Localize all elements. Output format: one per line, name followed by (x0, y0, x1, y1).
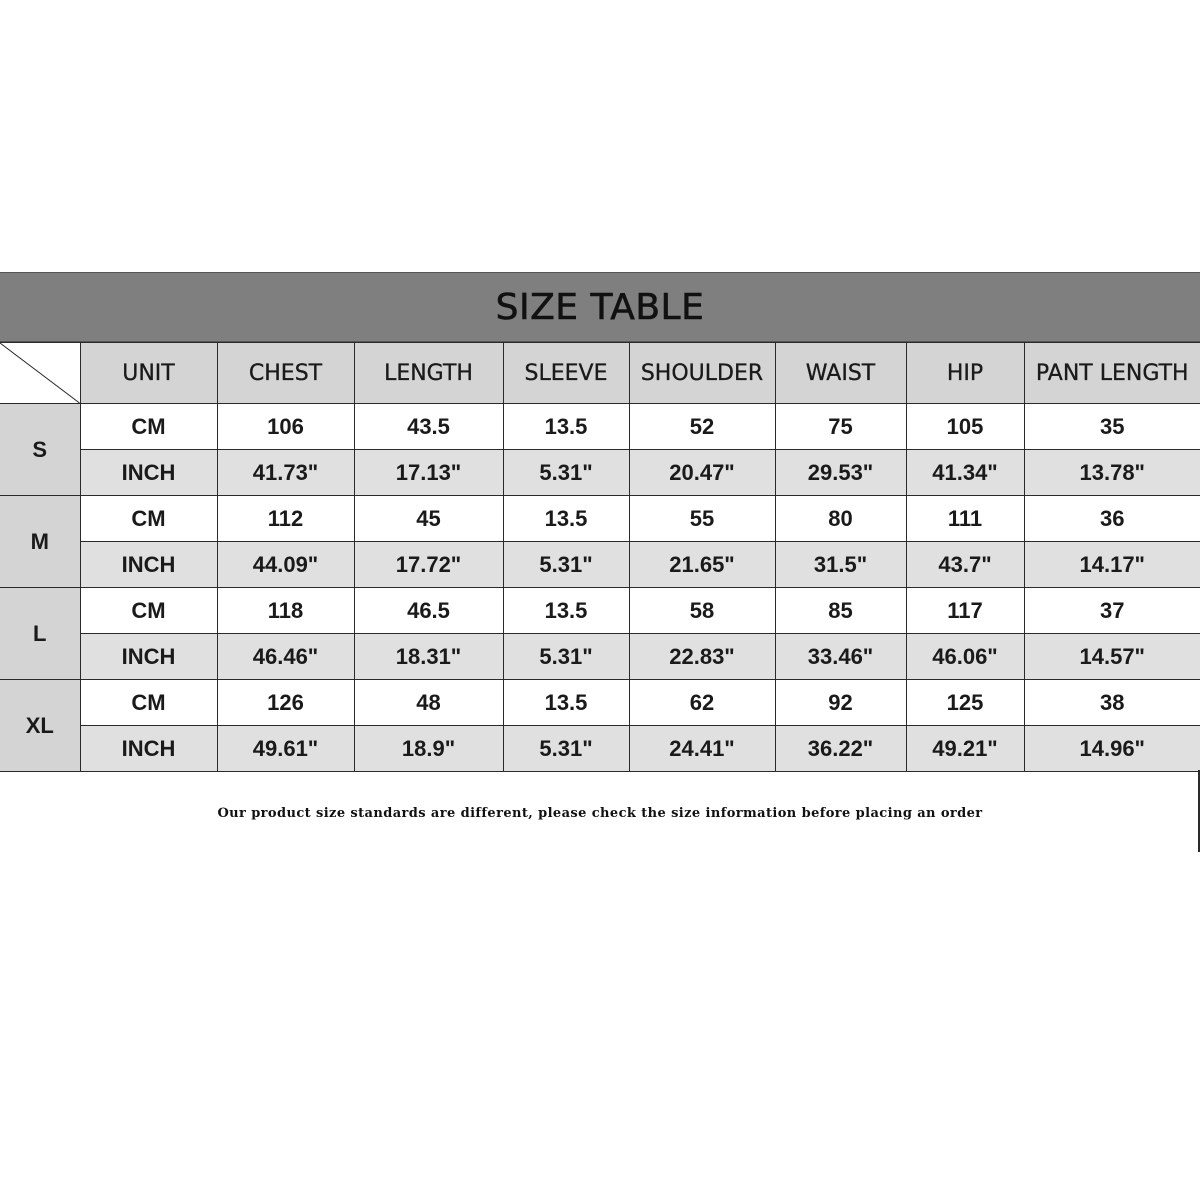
value-cell: 5.31" (503, 726, 629, 772)
value-cell: 21.65" (629, 542, 775, 588)
value-cell: 80 (775, 496, 906, 542)
diagonal-divider-icon (0, 343, 80, 403)
value-cell: 22.83" (629, 634, 775, 680)
size-label: XL (0, 680, 80, 772)
unit-cell: INCH (80, 726, 217, 772)
unit-cell: CM (80, 588, 217, 634)
value-cell: 13.5 (503, 588, 629, 634)
value-cell: 13.5 (503, 680, 629, 726)
value-cell: 55 (629, 496, 775, 542)
value-cell: 14.96" (1024, 726, 1200, 772)
table-row (0, 588, 1200, 634)
value-cell: 41.73" (217, 450, 354, 496)
value-cell: 126 (217, 680, 354, 726)
column-header: HIP (906, 343, 1024, 404)
value-cell: 33.46" (775, 634, 906, 680)
table-row (0, 450, 1200, 496)
column-header: WAIST (775, 343, 906, 404)
column-header: CHEST (217, 343, 354, 404)
value-cell: 24.41" (629, 726, 775, 772)
value-cell: 117 (906, 588, 1024, 634)
size-label: M (0, 496, 80, 588)
value-cell: 58 (629, 588, 775, 634)
size-label: L (0, 588, 80, 680)
value-cell: 13.78" (1024, 450, 1200, 496)
table-row (0, 542, 1200, 588)
value-cell: 43.5 (354, 404, 503, 450)
value-cell: 38 (1024, 680, 1200, 726)
value-cell: 41.34" (906, 450, 1024, 496)
value-cell: 112 (217, 496, 354, 542)
header-row (0, 343, 1200, 404)
value-cell: 5.31" (503, 542, 629, 588)
value-cell: 36.22" (775, 726, 906, 772)
value-cell: 106 (217, 404, 354, 450)
size-label: S (0, 404, 80, 496)
value-cell: 118 (217, 588, 354, 634)
table-row (0, 634, 1200, 680)
column-header: PANT LENGTH (1024, 343, 1200, 404)
value-cell: 62 (629, 680, 775, 726)
value-cell: 43.7" (906, 542, 1024, 588)
value-cell: 20.47" (629, 450, 775, 496)
unit-cell: INCH (80, 542, 217, 588)
value-cell: 92 (775, 680, 906, 726)
value-cell: 13.5 (503, 404, 629, 450)
value-cell: 35 (1024, 404, 1200, 450)
column-header: LENGTH (354, 343, 503, 404)
value-cell: 5.31" (503, 450, 629, 496)
column-header: SHOULDER (629, 343, 775, 404)
value-cell: 14.57" (1024, 634, 1200, 680)
value-cell: 13.5 (503, 496, 629, 542)
unit-cell: CM (80, 496, 217, 542)
value-cell: 48 (354, 680, 503, 726)
value-cell: 29.53" (775, 450, 906, 496)
value-cell: 111 (906, 496, 1024, 542)
value-cell: 31.5" (775, 542, 906, 588)
size-table (0, 342, 1200, 772)
value-cell: 75 (775, 404, 906, 450)
table-row (0, 404, 1200, 450)
value-cell: 37 (1024, 588, 1200, 634)
title-bar (0, 272, 1200, 342)
value-cell: 36 (1024, 496, 1200, 542)
table-row (0, 496, 1200, 542)
value-cell: 14.17" (1024, 542, 1200, 588)
size-note: Our product size standards are different, please check the size information before placing an order (217, 806, 983, 821)
page-title: SIZE TABLE (495, 286, 705, 328)
unit-cell: INCH (80, 450, 217, 496)
value-cell: 125 (906, 680, 1024, 726)
value-cell: 46.46" (217, 634, 354, 680)
value-cell: 18.9" (354, 726, 503, 772)
value-cell: 52 (629, 404, 775, 450)
table-row (0, 680, 1200, 726)
value-cell: 17.13" (354, 450, 503, 496)
unit-cell: CM (80, 680, 217, 726)
value-cell: 49.21" (906, 726, 1024, 772)
column-header: UNIT (80, 343, 217, 404)
value-cell: 49.61" (217, 726, 354, 772)
value-cell: 44.09" (217, 542, 354, 588)
value-cell: 46.5 (354, 588, 503, 634)
value-cell: 5.31" (503, 634, 629, 680)
value-cell: 18.31" (354, 634, 503, 680)
corner-cell (0, 343, 80, 404)
column-header: SLEEVE (503, 343, 629, 404)
value-cell: 85 (775, 588, 906, 634)
value-cell: 45 (354, 496, 503, 542)
unit-cell: CM (80, 404, 217, 450)
value-cell: 46.06" (906, 634, 1024, 680)
value-cell: 105 (906, 404, 1024, 450)
table-row (0, 726, 1200, 772)
unit-cell: INCH (80, 634, 217, 680)
value-cell: 17.72" (354, 542, 503, 588)
